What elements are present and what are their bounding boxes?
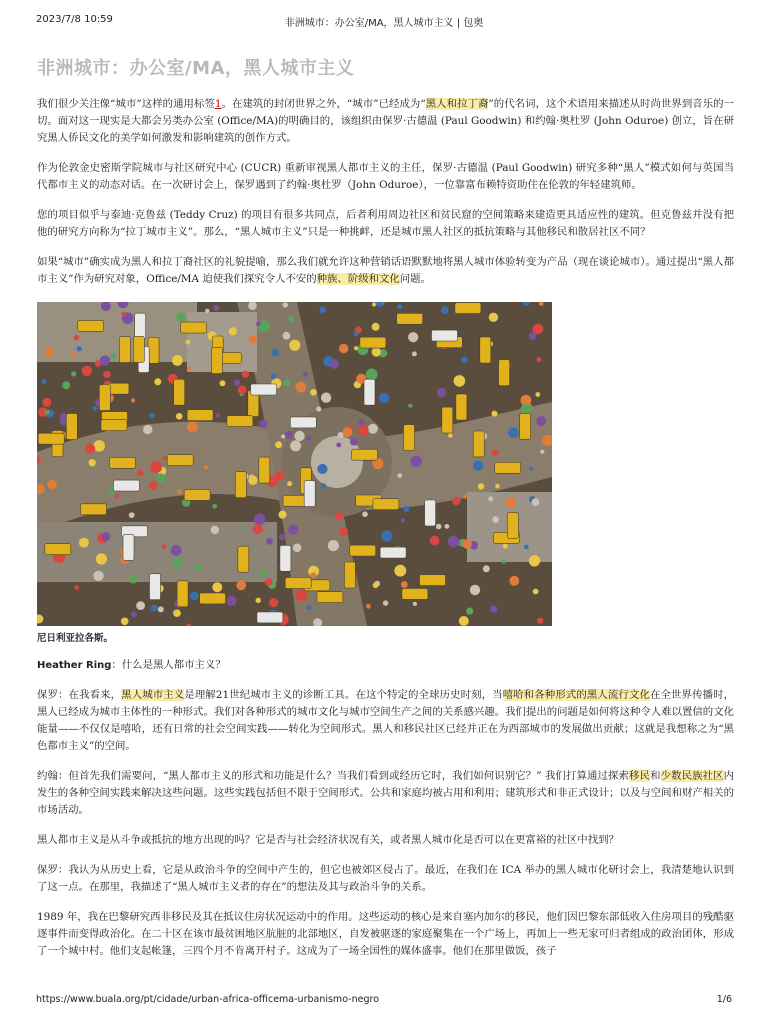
minibus (167, 455, 193, 466)
umbrella (143, 425, 152, 434)
umbrella (213, 305, 219, 311)
umbrella (42, 398, 51, 407)
text-span: 是理解21世纪城市主义的诊断工具。在这个特定的全球历史时刻，当 (184, 689, 503, 701)
umbrella (368, 424, 378, 434)
paragraph-paul-history: 保罗：我认为从历史上看，它是从政治斗争的空间中产生的，但它也被郊区侵占了。最近，在我们在 ICA 举办的黑人城市化研讨会上，我清楚地认识到了这一点。在那里，我描述了“黑人城市主义者的存在”的想法及其与政治斗争的关系。 (37, 864, 734, 893)
umbrella (275, 441, 282, 448)
minibus (235, 472, 246, 498)
umbrella (362, 511, 368, 517)
umbrella (137, 470, 144, 477)
highlight: 黑人和拉丁裔 (425, 98, 489, 110)
umbrella (401, 581, 408, 588)
umbrella (436, 524, 442, 530)
umbrella (122, 312, 127, 317)
umbrella (319, 307, 326, 314)
umbrella (354, 346, 358, 350)
umbrella (129, 575, 137, 583)
minibus (380, 547, 406, 558)
umbrella (89, 459, 96, 466)
umbrella (366, 369, 378, 381)
minibus (66, 414, 77, 440)
umbrella (307, 436, 312, 441)
umbrella (288, 316, 294, 322)
umbrella (176, 312, 186, 322)
umbrella (249, 335, 258, 344)
minibus (420, 575, 446, 586)
umbrella (397, 473, 402, 478)
text-span: 在全世界传播时，黑人已经成为城市主体性的一种形式。我们对各种形式的城市文化与城市空间生产之间的关系感兴趣。我们提出的问题是如何将这种令人难以置信的文化能量——不仅仅是嘻哈，还有日常的社会空间实践——转化为空间形式。黑人和移民社区已经并正在为西部城市的发展做出贡献；这就是我想称之为“黑色都市主义”的空间。 (37, 689, 735, 752)
umbrella (149, 413, 155, 419)
umbrella (501, 559, 506, 564)
minibus (402, 588, 428, 599)
umbrella (379, 393, 389, 403)
umbrella (470, 585, 480, 595)
minibus (350, 545, 376, 556)
minibus (499, 360, 510, 386)
umbrella (529, 467, 533, 471)
umbrella (533, 589, 539, 595)
umbrella (410, 456, 422, 468)
minibus (181, 322, 207, 333)
minibus (397, 313, 423, 324)
umbrella (303, 372, 308, 377)
text-span: 约翰：但首先我们需要问，“黑人都市主义的形式和功能是什么？当我们看到或经历它时，我们如何识别它？” 我们打算通过探索 (37, 770, 630, 782)
umbrella (283, 380, 290, 387)
umbrella (397, 304, 402, 309)
umbrella (372, 323, 380, 331)
minibus (174, 379, 185, 405)
umbrella (366, 604, 371, 609)
umbrella (121, 618, 129, 626)
umbrella (259, 420, 267, 428)
minibus (257, 612, 283, 623)
minibus (114, 480, 140, 491)
umbrella (41, 379, 46, 384)
umbrella (408, 332, 418, 342)
minibus (364, 379, 375, 405)
minibus (135, 313, 146, 339)
umbrella (532, 498, 540, 506)
paragraph-john-answer (37, 768, 734, 819)
umbrella (150, 461, 162, 473)
umbrella (171, 545, 182, 556)
umbrella (394, 565, 406, 577)
minibus (432, 330, 458, 341)
umbrella (492, 449, 499, 456)
umbrella (536, 416, 546, 426)
minibus (455, 303, 481, 314)
umbrella (354, 332, 359, 337)
umbrella (287, 481, 292, 486)
minibus (133, 336, 144, 362)
minibus (290, 417, 316, 428)
umbrella (492, 411, 498, 417)
umbrella (172, 355, 183, 366)
umbrella (408, 404, 412, 408)
umbrella (151, 605, 158, 612)
umbrella (448, 433, 453, 438)
umbrella (212, 504, 217, 509)
highlight: 嘻哈和各种形式的黑人流行文化 (502, 689, 650, 701)
minibus (259, 457, 270, 483)
minibus (317, 592, 343, 603)
umbrella (489, 313, 498, 322)
umbrella (503, 544, 508, 549)
photo-caption: 尼日利亚拉各斯。 (37, 633, 114, 644)
minibus (148, 337, 159, 363)
highlight: 种族、阶级和文化 (316, 273, 400, 285)
umbrella (173, 609, 181, 617)
umbrella (321, 393, 331, 403)
umbrella (529, 555, 540, 566)
highlight: 少数民族社区 (660, 770, 724, 782)
umbrella (535, 392, 540, 397)
umbrella (483, 565, 490, 572)
umbrella (154, 378, 161, 385)
umbrella (462, 539, 471, 548)
umbrella (136, 601, 145, 610)
umbrella (448, 536, 459, 547)
umbrella (336, 443, 341, 448)
umbrella (310, 389, 317, 396)
umbrella (529, 332, 537, 340)
umbrella (317, 464, 327, 474)
minibus (45, 544, 71, 555)
minibus (212, 348, 223, 374)
umbrella (413, 602, 417, 606)
umbrella (265, 578, 273, 586)
umbrella (100, 355, 110, 365)
umbrella (71, 352, 76, 357)
print-header (36, 14, 732, 28)
umbrella (103, 371, 111, 379)
umbrella (269, 598, 278, 607)
minibus (352, 449, 378, 460)
minibus (456, 394, 467, 420)
minibus (200, 593, 226, 604)
paragraph-intro (37, 96, 734, 147)
umbrella (350, 438, 358, 446)
umbrella (190, 592, 199, 601)
umbrella (459, 616, 469, 626)
umbrella (281, 434, 285, 438)
umbrella (77, 346, 82, 351)
minibus (187, 410, 213, 421)
text-span: 保罗：在我看来， (37, 689, 122, 701)
umbrella (310, 572, 316, 578)
umbrella (220, 380, 226, 386)
umbrella (79, 538, 89, 548)
umbrella (45, 410, 50, 415)
minibus (425, 500, 436, 526)
umbrella (177, 489, 182, 494)
umbrella (236, 580, 246, 590)
umbrella (521, 404, 531, 414)
umbrella (495, 484, 500, 489)
umbrella (93, 571, 103, 581)
minibus (480, 337, 491, 363)
umbrella (271, 349, 279, 357)
paragraph-paul-answer (37, 687, 734, 755)
text-span: 问题。 (399, 273, 431, 285)
umbrella (242, 371, 249, 378)
article-title: 非洲城市：办公室/MA，黑人城市主义 (37, 58, 355, 79)
umbrella (328, 540, 339, 551)
highlight: 黑人城市主义 (121, 689, 185, 701)
umbrella (454, 375, 466, 387)
umbrella (129, 512, 135, 518)
umbrella (253, 524, 263, 534)
umbrella (47, 480, 57, 490)
umbrella (227, 596, 237, 606)
umbrella (461, 356, 468, 363)
umbrella (185, 340, 190, 345)
umbrella (295, 382, 306, 393)
umbrella (234, 380, 240, 386)
minibus (123, 534, 134, 560)
umbrella (339, 527, 348, 536)
text-span: 。在建筑的封闭世界之外，“城市”已经成为“ (221, 98, 426, 110)
umbrella (256, 598, 261, 603)
umbrella (131, 611, 137, 617)
umbrella (524, 545, 529, 550)
minibus (227, 416, 253, 427)
umbrella (162, 544, 167, 549)
lagos-aerial-photo (37, 302, 552, 626)
umbrella (488, 496, 493, 501)
umbrella (288, 525, 298, 535)
umbrella (110, 353, 116, 359)
umbrella (473, 460, 483, 470)
umbrella (293, 544, 302, 553)
umbrella (508, 428, 519, 439)
umbrella (229, 327, 237, 335)
question-text: ：什么是黑人都市主义？ (111, 659, 226, 671)
minibus (344, 562, 355, 588)
umbrella (93, 440, 105, 452)
umbrella (437, 388, 446, 397)
umbrella (383, 600, 388, 605)
umbrella (289, 340, 300, 351)
umbrella (176, 413, 183, 420)
print-doc-title: 非洲城市：办公室/MA，黑人城市主义 | 包奥 (284, 18, 484, 29)
umbrella (82, 366, 92, 376)
umbrella (441, 306, 449, 314)
umbrella (372, 302, 376, 306)
umbrella (85, 444, 95, 454)
minibus (78, 320, 104, 331)
minibus (150, 574, 161, 600)
umbrella (478, 483, 484, 489)
umbrella (278, 511, 286, 519)
umbrella (321, 483, 326, 488)
umbrella (492, 516, 499, 523)
umbrella (466, 608, 473, 615)
umbrella (401, 518, 405, 522)
minibus (304, 481, 315, 507)
minibus (177, 581, 188, 607)
paragraph-teddy-cruz: 您的项目似乎与泰迪·克鲁兹 (Teddy Cruz) 的项目有很多共同点，后者利用周边社区和贫民窟的空间策略来建造更具适应性的建筑。但克鲁兹并没有把他的研究方向称为“拉丁城市主义”。那么，“黑人城市主义”只是一种挑衅，还是城市黑人社区的抵抗策略与其他移民和散居社区不同？ (37, 209, 734, 238)
umbrella (540, 450, 544, 454)
text-span: 我们很少关注像“城市”这样的通用标签 (37, 98, 215, 110)
umbrella (266, 538, 273, 545)
minibus (404, 425, 415, 451)
umbrella (372, 347, 381, 356)
minibus (285, 578, 311, 589)
minibus (38, 433, 64, 444)
umbrella (358, 425, 369, 436)
umbrella (316, 406, 321, 411)
umbrella (279, 534, 285, 540)
umbrella (256, 321, 261, 326)
umbrella (294, 431, 304, 441)
minibus (119, 337, 130, 363)
paragraph-question-struggle: 黑人都市主义是从斗争或抵抗的地方出现的吗？它是否与社会经济状况有关，或者黑人城市化是否可以在更富裕的社区中找到？ (37, 834, 619, 846)
umbrella (60, 413, 67, 420)
article-body (37, 96, 734, 973)
highlight: 移民 (629, 770, 651, 782)
minibus (99, 385, 110, 411)
umbrella (212, 582, 222, 592)
photo-illustration (37, 302, 552, 626)
umbrella (329, 359, 339, 369)
umbrella (490, 606, 497, 613)
umbrella (506, 497, 516, 507)
umbrella (131, 398, 135, 402)
umbrella (249, 475, 255, 481)
umbrella (349, 424, 354, 429)
umbrella (445, 524, 450, 529)
umbrella (403, 506, 409, 512)
umbrella (381, 530, 392, 541)
minibus (238, 546, 249, 572)
interview-question (37, 657, 734, 674)
minibus (360, 337, 386, 348)
paragraph-urban-synecdoche (37, 254, 734, 288)
umbrella (463, 495, 467, 499)
umbrella (359, 419, 365, 425)
umbrella (172, 558, 182, 568)
rooftops (37, 302, 197, 362)
text-span: ”的代名词，这个术语用来描述从时尚世界到音乐的一切。面对这一现实是大都会另类办公室 (Office/MA)的明确目的，该组织由保罗·古德温 (Paul Goodwin) 和约翰·奥杜罗 (John Oduroe) 创立，旨在研究黑人侨民文化的美学如何激发和影响建筑的创作方式。 (37, 98, 735, 144)
umbrella (254, 514, 266, 526)
minibus (81, 504, 107, 515)
umbrella (216, 413, 221, 418)
umbrella (74, 335, 79, 340)
umbrella (509, 576, 519, 586)
umbrella (45, 347, 55, 357)
page-url: https://www.buala.org/pt/cidade/urban-africa-officema-urbanismo-negro (36, 994, 380, 1005)
umbrella (93, 406, 98, 411)
minibus (520, 413, 531, 439)
umbrella (283, 332, 291, 340)
umbrella (452, 497, 460, 505)
minibus (184, 489, 210, 500)
minibus (442, 407, 453, 433)
umbrella (115, 493, 120, 498)
umbrella (412, 351, 417, 356)
umbrella (211, 526, 219, 534)
umbrella (290, 440, 301, 451)
minibus (507, 512, 518, 538)
umbrella (158, 606, 164, 612)
paragraph-paris-1989: 1989 年，我在巴黎研究西非移民及其在抵议住房状况运动中的作用。这些运动的核心是来自塞内加尔的移民，他们因巴黎东部低收入住房项目的残酷驱逐事件而变得政治化。在二十区在该市最贫困地区肮脏的北部地区，自发被驱逐的家庭聚集在一个广场上，再加上一些无家可归者组成的政治团体，形成了一个城中村。他们支起帐篷，三四个月不肯离开村子。这成为了一场全国性的媒体盛事。他们在那里做饭，孩子 (37, 911, 734, 957)
umbrella (194, 563, 202, 571)
umbrella (339, 344, 348, 353)
umbrella (96, 553, 107, 564)
umbrella (149, 481, 158, 490)
umbrella (373, 582, 379, 588)
umbrella (187, 367, 191, 371)
umbrella (62, 381, 70, 389)
umbrella (430, 536, 440, 546)
print-date: 2023/7/8 10:59 (36, 14, 113, 25)
umbrella (271, 374, 277, 380)
umbrella (156, 473, 165, 482)
minibus (280, 545, 291, 571)
umbrella (238, 385, 247, 394)
umbrella (275, 471, 284, 480)
minibus (101, 420, 127, 431)
umbrella (283, 302, 288, 307)
umbrella (187, 422, 198, 433)
umbrella (102, 532, 111, 541)
umbrella (205, 309, 209, 313)
text-span: 内发生的各种空间实践来解决这些问题。这些实践包括但不限于空间形式。公共和家庭均被占用和利用；建筑形式和非正式设计；以及与空间和财产相关的市场活动。 (37, 770, 735, 816)
page-number: 1/6 (716, 994, 732, 1005)
umbrella (74, 585, 79, 590)
minibus (373, 499, 399, 510)
umbrella (307, 605, 312, 610)
umbrella (71, 371, 76, 376)
text-span: 和 (650, 770, 661, 782)
umbrella (536, 357, 541, 362)
umbrella (259, 570, 267, 578)
speaker-name: Heather Ring (37, 660, 112, 671)
minibus (251, 384, 277, 395)
minibus (473, 431, 484, 457)
footnote-link[interactable]: 1 (214, 98, 222, 110)
minibus (495, 462, 521, 473)
umbrella (285, 431, 293, 439)
paragraph-cucr: 作为伦敦金史密斯学院城市与社区研究中心 (CUCR) 重新审视黑人都市主义的主任，保罗·古德温 (Paul Goodwin) 研究多种“黑人”模式如何与英国当代都市主义的动态对话。在一次研讨会上，保罗遇到了约翰·奥杜罗（John Oduroe），一位靠富布赖特资助住在伦敦的年轻建筑师。 (37, 162, 734, 191)
minibus (110, 457, 136, 468)
umbrella (537, 618, 543, 624)
umbrella (204, 465, 209, 470)
text-span: 如果“城市”确实成为黑人和拉丁裔社区的礼貌提喻，那么我们就允许这种营销话语默默地将黑人城市体验转变为产品（现在谈论城市）。通过提出“黑人都市主义”作为研究对象，Office/MA 迫使我们探究令人不安的 (37, 256, 734, 285)
umbrella (335, 512, 343, 520)
umbrella (162, 456, 167, 461)
